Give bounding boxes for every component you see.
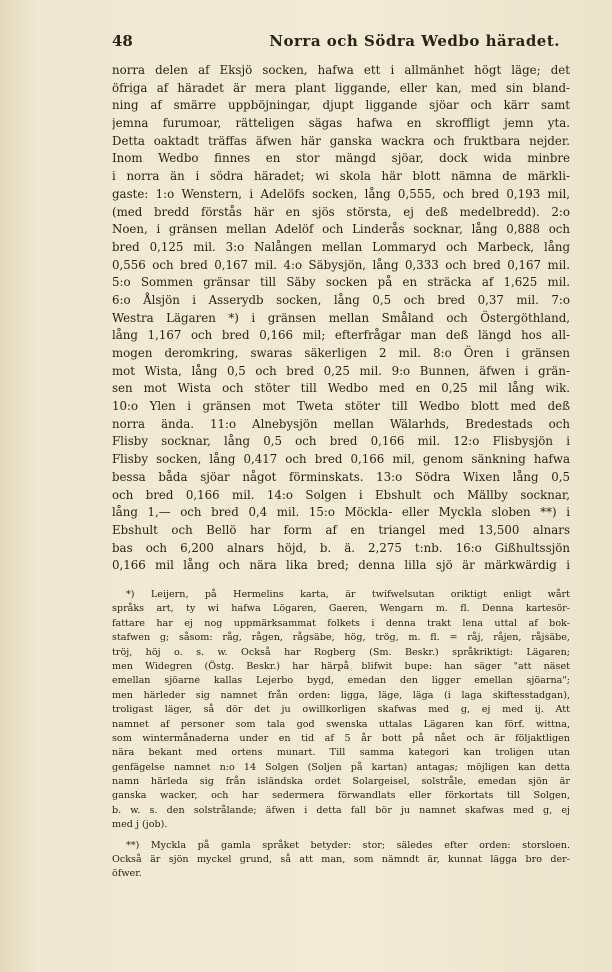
footnote-line: troligast läger, så dör det ju owillkorligen skafwas med g, ej med ij. Att bbox=[112, 704, 570, 716]
footnote-line: genfägelse namnet n:o 14 Solgen (Soljen på kartan) antagas; möjligen kan detta bbox=[112, 761, 570, 773]
text-line: ning af smärre uppböjningar, djupt liggande sjöar och kärr samt bbox=[112, 98, 570, 113]
footnote-line: med j (job). bbox=[112, 819, 168, 831]
footnotes bbox=[112, 588, 570, 882]
text-line: (med bredd förstås här en sjös största, ej deß medelbredd). 2:o bbox=[112, 204, 570, 219]
text-line: 0,556 och bred 0,167 mil. 4:o Säbysjön, lång 0,333 och bred 0,167 mil. bbox=[112, 257, 570, 272]
text-line: 0,166 mil lång och nära lika bred; denna lilla sjö är märkwärdig i bbox=[112, 558, 570, 573]
text-line: bas och 6,200 alnars höjd, b. ä. 2,275 t:nb. 16:o Gißhultssjön bbox=[112, 540, 570, 555]
text-line: gaste: 1:o Wenstern, i Adelöfs socken, lång 0,555, och bred 0,193 mil, bbox=[112, 186, 570, 201]
footnote-line: namnet af personer som tala god swenska uttalas Lägaren kan förf. wittna, bbox=[112, 718, 570, 730]
footnote-line: ganska wacker, och har sedermera förwandlats eller förkortats till Solgen, bbox=[112, 790, 570, 802]
footnote-line: emellan sjöarne kallas Lejerbo bygd, emedan den ligger emellan sjöarna"; bbox=[112, 675, 570, 687]
footnote-line: språks art, ty wi hafwa Lögaren, Gaeren, Wengarn m. fl. Denna kartesör- bbox=[112, 603, 570, 615]
footnote-line: namn härleda sig från isländska ordet Solargeisel, solstråle, emedan sjön är bbox=[112, 776, 570, 788]
footnote-line: tröj, höj o. s. w. Också har Rogberg (Sm. Beskr.) språkriktigt: Lägaren; bbox=[112, 646, 570, 658]
text-line: norra delen af Eksjö socken, hafwa ett i allmänhet högt läge; det bbox=[112, 63, 570, 77]
text-line: bred 0,125 mil. 3:o Nalången mellan Lommaryd och Marbeck, lång bbox=[112, 239, 570, 254]
footnote-line: men Widegren (Östg. Beskr.) har härpå blifwit bupe: han säger "att näset bbox=[112, 660, 570, 672]
text-line: sen mot Wista och stöter till Wedbo med en 0,25 mil lång wik. bbox=[112, 381, 570, 396]
text-line: Flisby socknar, lång 0,5 och bred 0,166 mil. 12:o Flisbysjön i bbox=[112, 434, 570, 449]
footnote-line: nära bekant med ortens munart. Till samma kategori kan troligen utan bbox=[112, 747, 570, 759]
text-line: Detta oaktadt träffas äfwen här ganska wackra och fruktbara nejder. bbox=[112, 133, 570, 148]
page-header bbox=[112, 32, 560, 54]
text-line: och bred 0,166 mil. 14:o Solgen i Ebshult och Mällby socknar, bbox=[112, 487, 570, 502]
text-line: Inom Wedbo finnes en stor mängd sjöar, dock wida minbre bbox=[112, 151, 570, 166]
footnote-line: men härleder sig namnet från orden: ligga, läge, läga (i laga skiftesstadgan), bbox=[112, 689, 570, 701]
running-title: Norra och Södra Wedbo häradet. bbox=[269, 32, 560, 50]
text-line: bessa båda sjöar något förminskats. 13:o Södra Wixen lång 0,5 bbox=[112, 469, 570, 484]
text-line: Flisby socken, lång 0,417 och bred 0,166 mil, genom sänkning hafwa bbox=[112, 452, 570, 467]
footnote-line: stafwen g; såsom: råg, rågen, rågsäbe, hög, trög, m. fl. = råj, råjen, råjsäbe, bbox=[112, 632, 570, 644]
text-line: lång 1,— och bred 0,4 mil. 15:o Möckla- eller Myckla sloben **) i bbox=[112, 505, 570, 520]
text-line: norra ända. 11:o Alnebysjön mellan Wälarhds, Bredestads och bbox=[112, 416, 570, 431]
text-line: öfriga af häradet är mera plant liggande, eller kan, med sin bland- bbox=[112, 80, 570, 95]
text-line: 6:o Ålsjön i Asserydb socken, lång 0,5 och bred 0,37 mil. 7:o bbox=[112, 292, 570, 307]
footnote-line: **) Myckla på gamla språket betyder: stor; säledes efter orden: storsloen. bbox=[126, 839, 570, 851]
page-number: 48 bbox=[112, 32, 133, 50]
text-line: i norra än i södra häradet; wi skola här blott nämna de märkli- bbox=[112, 169, 570, 184]
text-line: mot Wista, lång 0,5 och bred 0,25 mil. 9:o Bunnen, äfwen i grän- bbox=[112, 363, 570, 378]
footnote-line: som wintermånaderna under en tid af 5 år bott på nået och är följaktligen bbox=[112, 732, 570, 744]
text-line: lång 1,167 och bred 0,166 mil; efterfrågar man deß längd hos all- bbox=[112, 328, 570, 343]
footnote-line: Också är sjön myckel grund, så att man, som nämndt är, kunnat lägga bro der- bbox=[112, 854, 570, 866]
footnote-line: öfwer. bbox=[112, 868, 142, 880]
text-line: 10:o Ylen i gränsen mot Tweta stöter till Wedbo blott med deß bbox=[112, 399, 570, 414]
footnote-line: fattare har ej nog uppmärksammat folkets i denna trakt lena uttal af bok- bbox=[112, 617, 570, 629]
text-line: 5:o Sommen gränsar till Säby socken på en sträcka af 1,625 mil. bbox=[112, 275, 570, 290]
text-line: Westra Lägaren *) i gränsen mellan Småland och Östergöthland, bbox=[112, 310, 570, 325]
text-line: Noen, i gränsen mellan Adelöf och Linderås socknar, lång 0,888 och bbox=[112, 222, 570, 237]
main-text bbox=[112, 62, 570, 575]
footnote-line: *) Leijern, på Hermelins karta, är twifwelsutan oriktigt enligt wårt bbox=[126, 589, 570, 600]
text-line: jemna furumoar, rätteligen sägas hafwa en skroffligt jemn yta. bbox=[112, 116, 570, 131]
text-line: Ebshult och Bellö har form af en triangel med 13,500 alnars bbox=[112, 522, 570, 537]
text-line: mogen deromkring, swaras säkerligen 2 mil. 8:o Ören i gränsen bbox=[112, 346, 570, 360]
footnote-line: b. w. s. den solstrålande; äfwen i detta fall bör ju namnet skafwas med g, ej bbox=[112, 804, 570, 816]
